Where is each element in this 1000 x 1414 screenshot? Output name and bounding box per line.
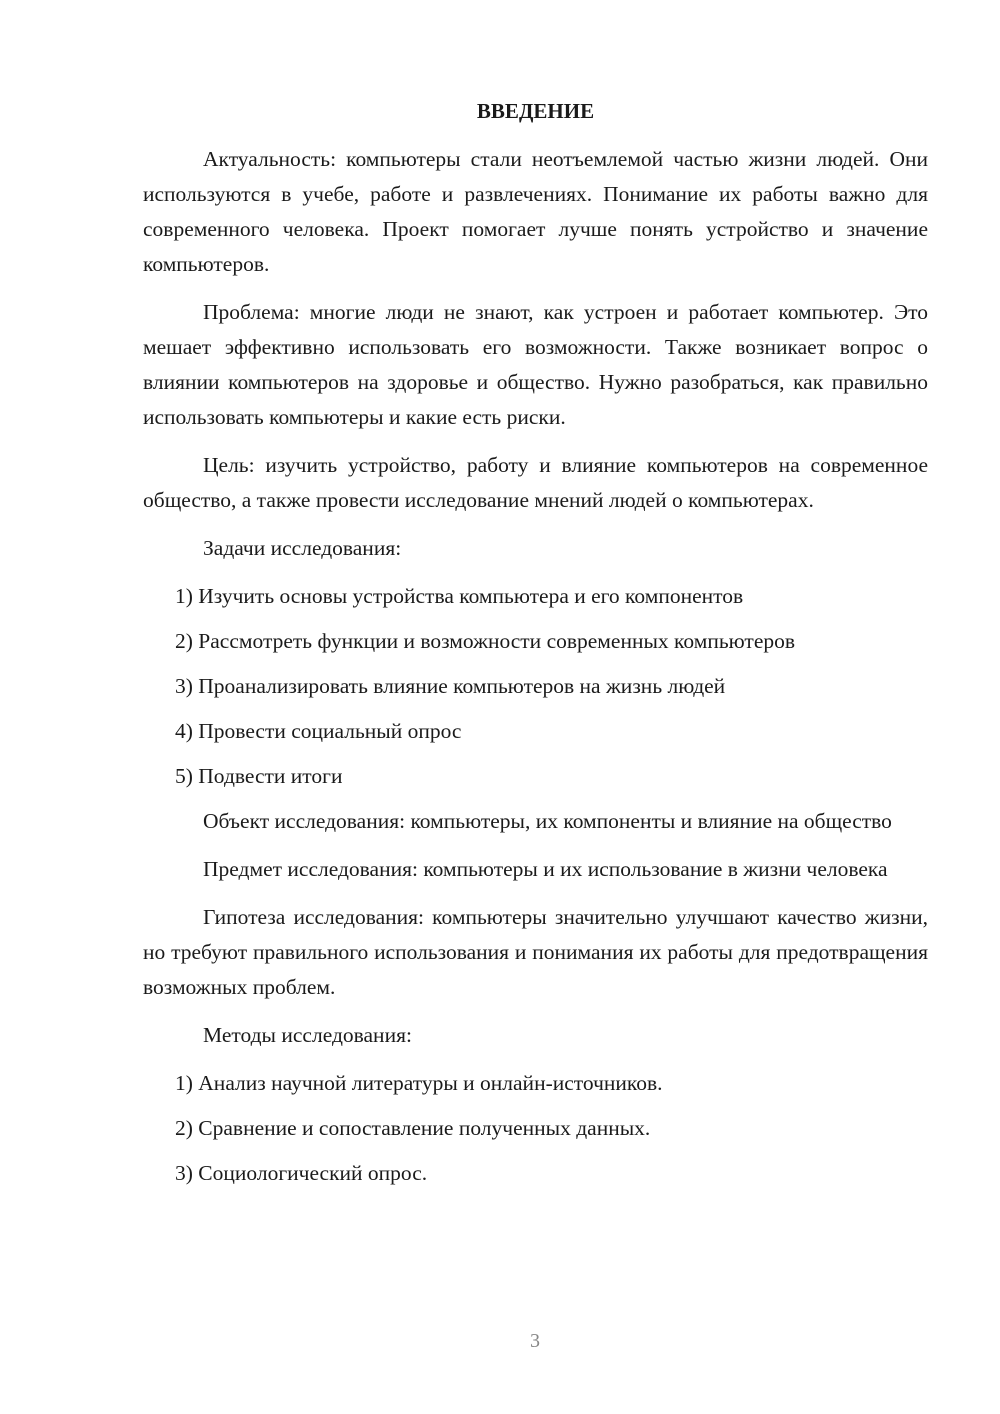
method-item: 3) Социологический опрос.: [175, 1161, 428, 1185]
task-item: 4) Провести социальный опрос: [175, 719, 462, 743]
problem-paragraph: Проблема: многие люди не знают, как устроен и работает компьютер. Это мешает эффективно использовать его возможности. Также возникает вопрос о влиянии компьютеров на здоровье и общество. Нужно разобраться, как правильно использовать компьютеры и какие есть риски.: [143, 300, 928, 429]
method-item: 1) Анализ научной литературы и онлайн-источников.: [175, 1071, 663, 1095]
task-item: 1) Изучить основы устройства компьютера и его компонентов: [175, 584, 744, 608]
object-paragraph: Объект исследования: компьютеры, их компоненты и влияние на общество: [203, 809, 892, 833]
tasks-heading: Задачи исследования:: [203, 536, 402, 560]
hypothesis-paragraph: Гипотеза исследования: компьютеры значительно улучшают качество жизни, но требуют правильного использования и понимания их работы для предотвращения возможных проблем.: [143, 905, 928, 999]
page-number: 3: [530, 1330, 540, 1352]
document-page: [143, 95, 928, 1201]
task-item: 3) Проанализировать влияние компьютеров на жизнь людей: [175, 674, 726, 698]
methods-heading: Методы исследования:: [203, 1023, 412, 1047]
task-item: 2) Рассмотреть функции и возможности современных компьютеров: [175, 629, 796, 653]
subject-paragraph: Предмет исследования: компьютеры и их использование в жизни человека: [203, 857, 888, 881]
page-title: ВВЕДЕНИЕ: [476, 99, 595, 123]
goal-paragraph: Цель: изучить устройство, работу и влияние компьютеров на современное общество, а также провести исследование мнений людей о компьютерах.: [143, 453, 928, 512]
task-item: 5) Подвести итоги: [175, 764, 343, 788]
relevance-paragraph: Актуальность: компьютеры стали неотъемлемой частью жизни людей. Они используются в учебе, работе и развлечениях. Понимание их работы важно для современного человека. Проект помогает лучше понять устройство и значение компьютеров.: [143, 147, 928, 276]
method-item: 2) Сравнение и сопоставление полученных данных.: [175, 1116, 651, 1140]
